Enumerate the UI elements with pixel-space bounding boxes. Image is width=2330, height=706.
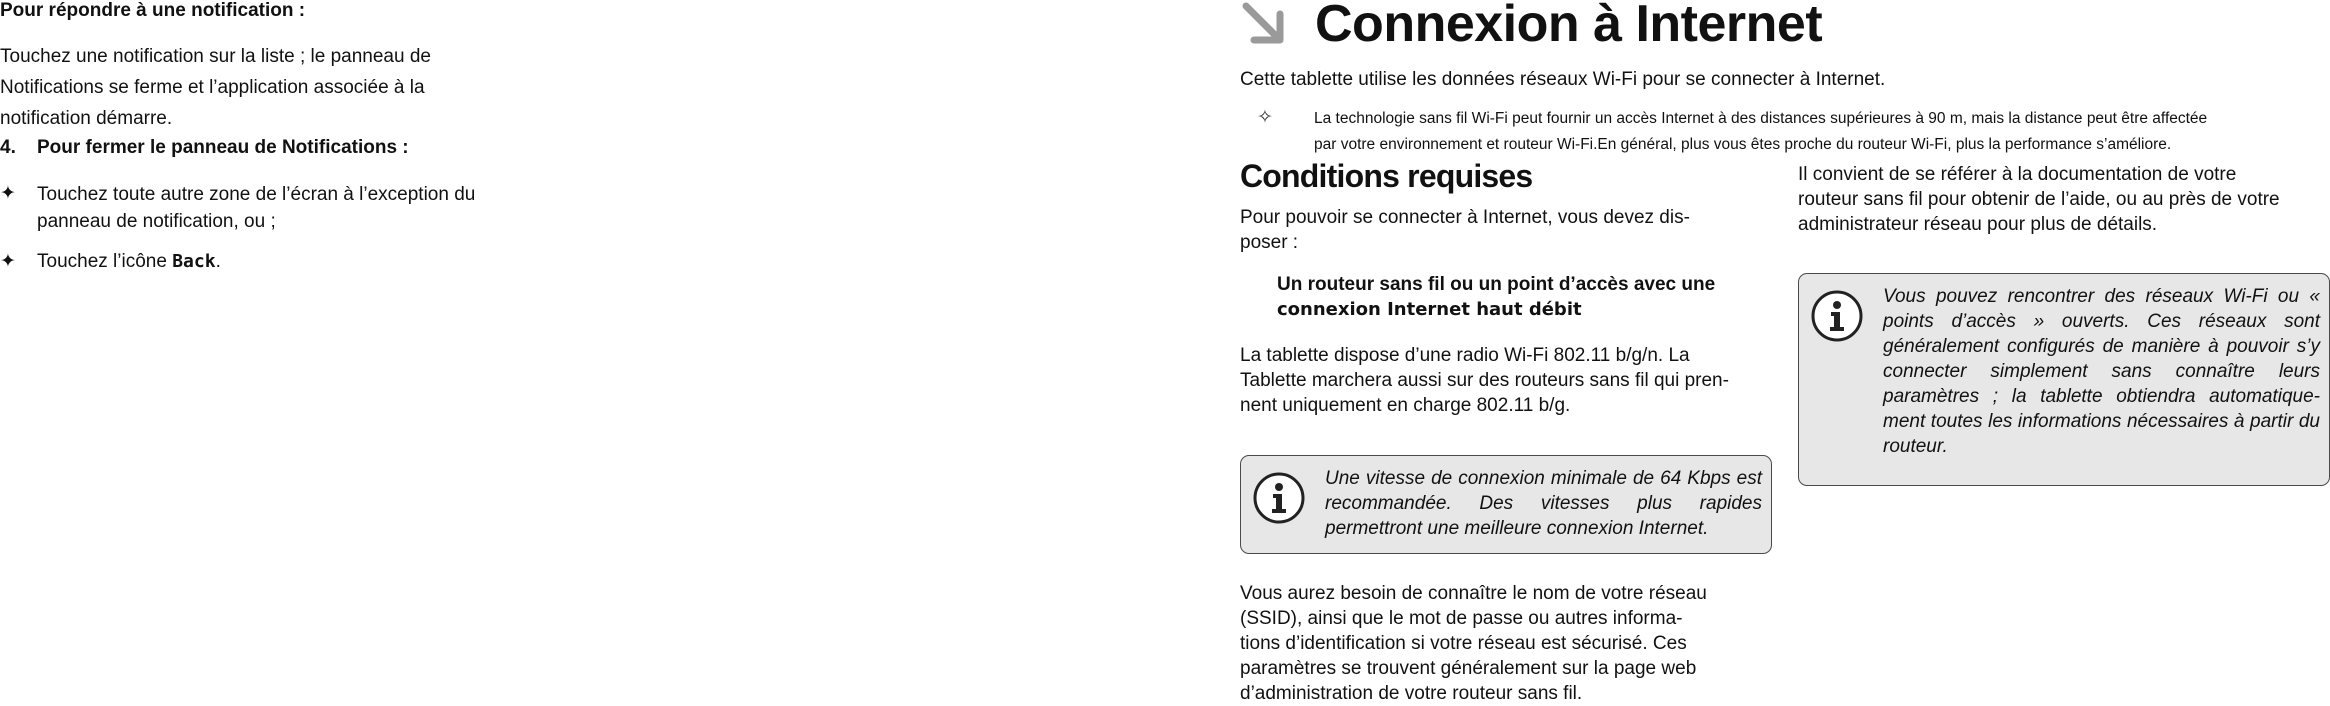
- tip-line: par votre environnement et routeur Wi-Fi.En général, plus vous êtes proche du routeur Wi-Fi, plus la performance s’améliore.: [1314, 136, 2172, 153]
- info-icon: [1251, 470, 1307, 526]
- text-line: Un routeur sans fil ou un point d’accès avec une: [1277, 274, 1716, 295]
- step-number: 4.: [0, 137, 16, 158]
- note-text: Une vitesse de connexion minimale de 64 Kbps est recommandée. Des vitesses plus rapides permettront une meilleure connexion Internet.: [1325, 468, 1762, 539]
- text-line: routeur sans fil pour obtenir de l’aide, ou au près de votre: [1798, 189, 2280, 210]
- step-title: Pour fermer le panneau de Notifications :: [37, 137, 409, 158]
- bullet-text-end: .: [215, 251, 221, 272]
- four-point-star-icon: ✦: [0, 251, 16, 272]
- text-line: Il convient de se référer à la documentation de votre: [1798, 164, 2237, 185]
- list-item: [0, 249, 540, 277]
- notification-paragraph: Touchez une notification sur la liste ; le panneau de Notifications se ferme et l’application associée à la notification démarre.: [0, 46, 431, 129]
- section-title: Conditions requises: [1240, 158, 1533, 194]
- tip-line: La technologie sans fil Wi-Fi peut fournir un accès Internet à des distances supérieures à 90 m, mais la distance peut être affectée: [1314, 110, 2208, 127]
- bullet-text: Touchez l’icône: [37, 251, 173, 272]
- text-line: poser :: [1240, 232, 1299, 253]
- back-key-label: Back: [172, 251, 216, 272]
- text-line: paramètres se trouvent généralement sur la page web: [1240, 658, 1697, 679]
- note-text: Vous pouvez rencontrer des réseaux Wi-Fi ou « points d’accès » ouverts. Ces réseaux sont généralement configurés de manière à pouvoir s’y connecter simplement sans connaître leurs paramètres ; la tablette obtiendra automatique-ment toutes les informations nécessaires à partir du routeur.: [1883, 286, 2320, 457]
- radio-paragraph: [1240, 343, 1729, 418]
- four-point-star-icon: ✦: [0, 183, 16, 204]
- tip-text: [1314, 106, 2207, 158]
- text-line: d’administration de votre routeur sans fil.: [1240, 683, 1583, 704]
- info-note: [1240, 455, 1772, 554]
- info-icon: [1809, 288, 1865, 344]
- text-line: connexion Internet haut débit: [1277, 299, 1582, 320]
- documentation-paragraph: [1798, 162, 2280, 237]
- notification-reply-heading: Pour répondre à une notification :: [0, 0, 306, 21]
- info-note: [1798, 273, 2330, 486]
- text-line: La tablette dispose d’une radio Wi-Fi 802.11 b/g/n. La: [1240, 345, 1690, 366]
- requirements-intro: [1240, 205, 1690, 255]
- ssid-paragraph: [1240, 581, 1707, 706]
- bullet-text: Touchez toute autre zone de l’écran à l’exception du panneau de notification, ou ;: [37, 184, 476, 232]
- text-line: Tablette marchera aussi sur des routeurs sans fil qui pren-: [1240, 370, 1729, 391]
- left-page: [0, 0, 560, 698]
- intro-text: Cette tablette utilise les données réseaux Wi-Fi pour se connecter à Internet.: [1240, 69, 1886, 90]
- page-title: Connexion à Internet: [1315, 0, 1823, 53]
- text-line: tions d’identification si votre réseau est sécurisé. Ces: [1240, 633, 1687, 654]
- text-line: nent uniquement en charge 802.11 b/g.: [1240, 395, 1571, 416]
- text-line: (SSID), ainsi que le mot de passe ou autres informa-: [1240, 608, 1683, 629]
- text-line: Vous aurez besoin de connaître le nom de votre réseau: [1240, 583, 1707, 604]
- requirement-subheading: [1277, 272, 1767, 322]
- step-heading: [0, 137, 409, 159]
- text-line: administrateur réseau pour plus de détails.: [1798, 214, 2158, 235]
- text-line: Pour pouvoir se connecter à Internet, vous devez dis-: [1240, 207, 1690, 228]
- arrow-down-right-icon: [1240, 0, 1288, 48]
- sparkle-outline-icon: ✧: [1257, 107, 1273, 128]
